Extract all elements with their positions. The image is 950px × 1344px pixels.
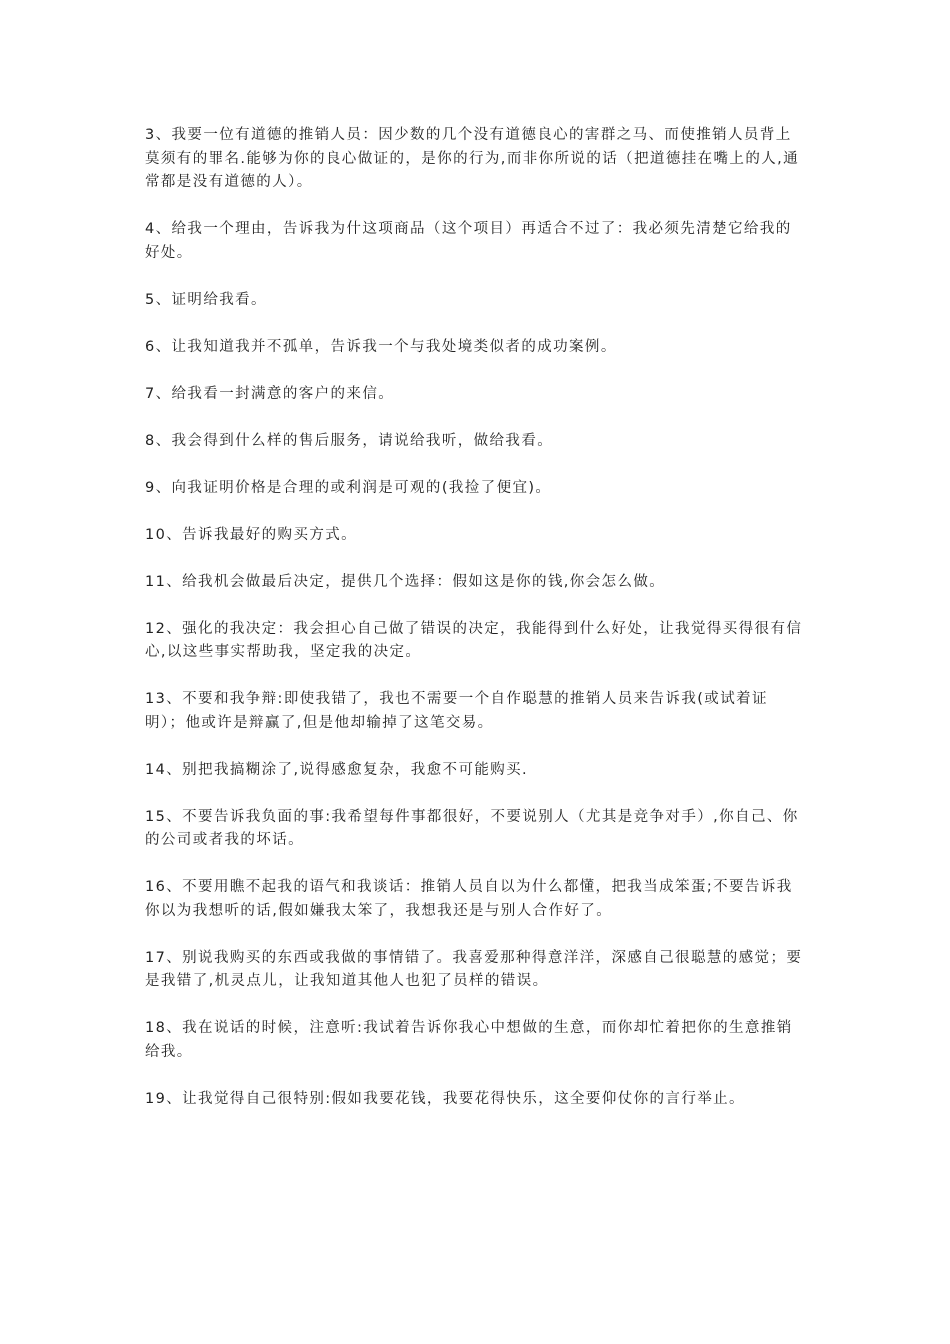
- list-item-14: 14、别把我搞糊涂了,说得感愈复杂，我愈不可能购买.: [145, 761, 529, 778]
- list-item-9: 9、向我证明价格是合理的或利润是可观的(我捡了便宜)。: [145, 479, 552, 496]
- list-item-18: 18、我在说话的时候，注意听:我试着告诉你我心中想做的生意，而你却忙着把你的生意推销给我。: [145, 1020, 793, 1060]
- list-item-11: 11、给我机会做最后决定，提供几个选择：假如这是你的钱,你会怎么做。: [145, 573, 666, 590]
- document-body: [145, 124, 805, 1135]
- list-item-16: 16、不要用瞧不起我的语气和我谈话：推销人员自以为什么都懂，把我当成笨蛋;不要告诉我你以为我想听的话,假如嫌我太笨了，我想我还是与别人合作好了。: [145, 879, 793, 919]
- list-item-8: 8、我会得到什么样的售后服务，请说给我听，做给我看。: [145, 432, 554, 449]
- list-item-7: 7、给我看一封满意的客户的来信。: [145, 385, 395, 402]
- list-item-15: 15、不要告诉我负面的事:我希望每件事都很好，不要说别人（尤其是竞争对手）,你自己、你的公司或者我的坏话。: [145, 808, 799, 848]
- list-item-5: 5、证明给我看。: [145, 291, 267, 308]
- list-item-13: 13、不要和我争辩:即使我错了，我也不需要一个自作聪慧的推销人员来告诉我(或试着证明）；他或许是辩赢了,但是他却输掉了这笔交易。: [145, 691, 768, 731]
- list-item-3: 3、我要一位有道德的推销人员：因少数的几个没有道德良心的害群之马、而使推销人员背上莫须有的罪名.能够为你的良心做证的，是你的行为,而非你所说的话（把道德挂在嘴上的人,通常都是没有道德的人）。: [145, 127, 800, 190]
- list-item-10: 10、告诉我最好的购买方式。: [145, 526, 358, 543]
- list-item-6: 6、让我知道我并不孤单，告诉我一个与我处境类似者的成功案例。: [145, 338, 617, 355]
- list-item-4: 4、给我一个理由，告诉我为什这项商品（这个项目）再适合不过了：我必须先清楚它给我的好处。: [145, 221, 792, 261]
- list-item-17: 17、别说我购买的东西或我做的事情错了。我喜爱那种得意洋洋，深感自己很聪慧的感觉；要是我错了,机灵点儿，让我知道其他人也犯了员样的错误。: [145, 949, 803, 989]
- list-item-19: 19、让我觉得自己很特别:假如我要花钱，我要花得快乐，这全要仰仗你的言行举止。: [145, 1090, 745, 1107]
- list-item-12: 12、强化的我决定：我会担心自己做了错误的决定，我能得到什么好处，让我觉得买得很有信心,以这些事实帮助我，坚定我的决定。: [145, 620, 803, 660]
